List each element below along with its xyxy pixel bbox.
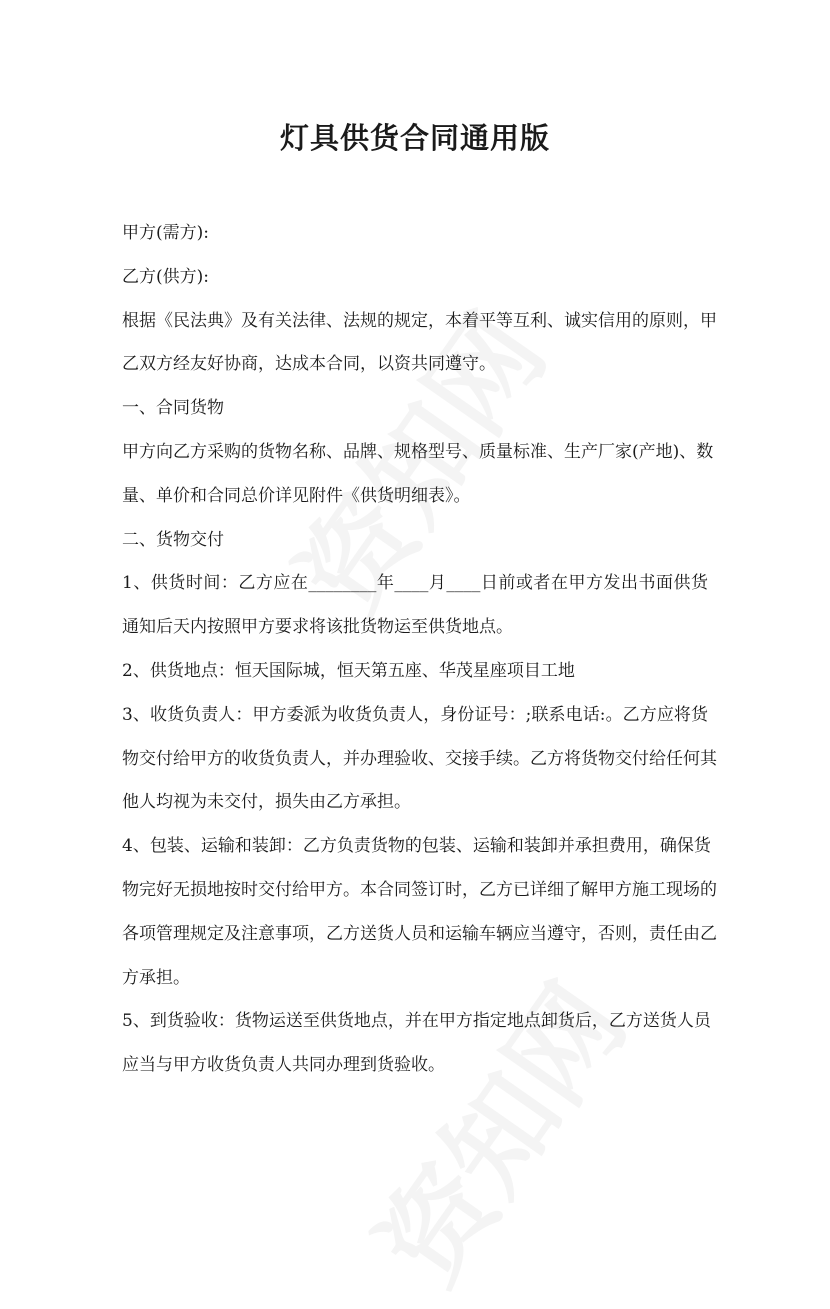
text-line: 根据《民法典》及有关法律、法规的规定，本着平等互利、诚实信用的原则，甲 (122, 310, 717, 331)
text-line: 量、单价和合同总价详见附件《供货明细表》。 (122, 485, 471, 506)
text-line: 甲方向乙方采购的货物名称、品牌、规格型号、质量标准、生产厂家(产地)、数 (122, 441, 714, 462)
document-title: 灯具供货合同通用版 (279, 121, 550, 155)
document-body (122, 220, 717, 1096)
text-line: 甲方(需方): (122, 223, 209, 243)
text-line: 一、合同货物 (122, 398, 224, 419)
text-line: 物完好无损地按时交付给甲方。本合同签订时，乙方已详细了解甲方施工现场的 (122, 879, 717, 900)
text-line: 通知后天内按照甲方要求将该批货物运至供货地点。 (122, 617, 513, 638)
text-line: 5、到货验收：货物运送至供货地点，并在甲方指定地点卸货后，乙方送货人员 (122, 1011, 711, 1032)
text-line: 应当与甲方收货负责人共同办理到货验收。 (122, 1055, 445, 1076)
text-line: 二、货物交付 (122, 529, 224, 550)
text-line: 乙双方经友好协商，达成本合同，以资共同遵守。 (122, 354, 496, 375)
text-line: 各项管理规定及注意事项，乙方送货人员和运输车辆应当遵守，否则，责任由乙 (122, 923, 717, 944)
text-line: 他人均视为未交付，损失由乙方承担。 (122, 792, 411, 813)
text-line: 1、供货时间：乙方应在________年____月____日前或者在甲方发出书面供货 (122, 573, 708, 594)
text-line: 方承担。 (122, 967, 190, 988)
text-line: 4、包装、运输和装卸：乙方负责货物的包装、运输和装卸并承担费用，确保货 (122, 836, 711, 857)
text-line: 3、收货负责人：甲方委派为收货负责人，身份证号：;联系电话:。乙方应将货 (122, 704, 708, 725)
text-line: 物交付给甲方的收货负责人，并办理验收、交接手续。乙方将货物交付给任何其 (122, 748, 717, 769)
text-line: 乙方(供方): (122, 266, 209, 287)
text-line: 2、供货地点：恒天国际城，恒天第五座、华茂星座项目工地 (122, 660, 575, 681)
